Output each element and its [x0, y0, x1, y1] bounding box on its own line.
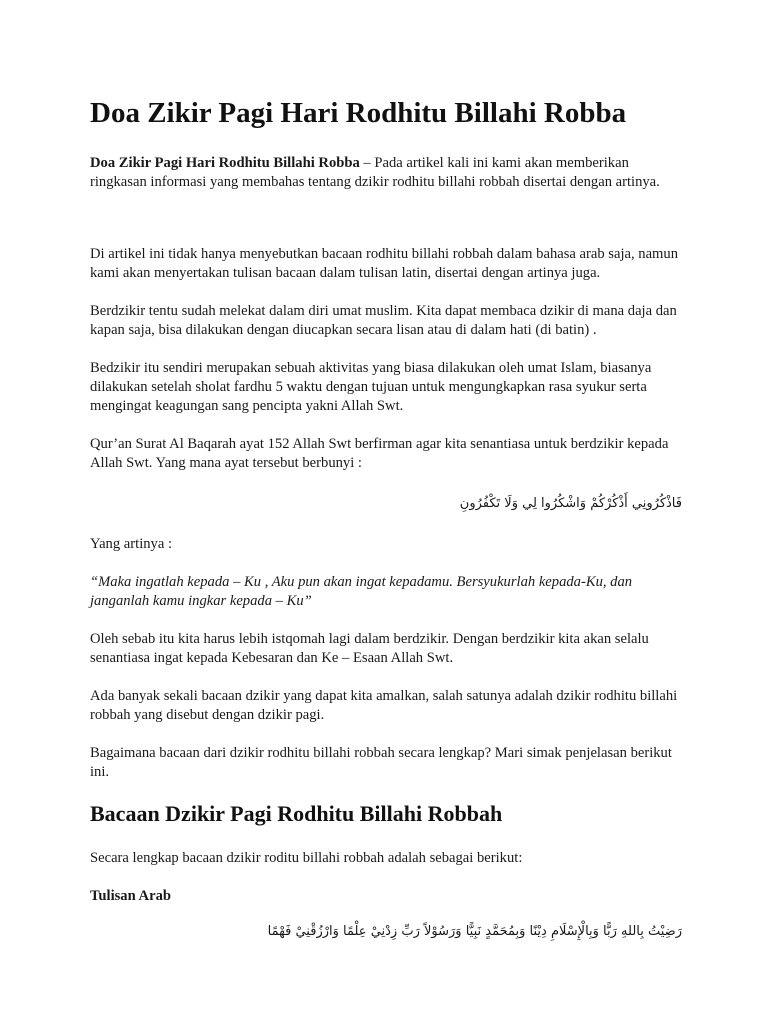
intro-bold-lead: Doa Zikir Pagi Hari Rodhitu Billahi Robba: [90, 155, 360, 171]
intro-paragraph: [90, 154, 682, 192]
arabic-label: Tulisan Arab: [90, 888, 171, 904]
paragraph-7: Ada banyak sekali bacaan dzikir yang dapat kita amalkan, salah satunya adalah dzikir rodhitu billahi robbah yang disebut dengan dzikir pagi.: [90, 688, 678, 723]
intro-text: – Pada artikel kali ini kami akan memberikan ringkasan informasi yang membahas tentang dzikir rodhitu billahi robbah disertai dengan artinya.: [90, 155, 660, 190]
paragraph-8: Bagaimana bacaan dari dzikir rodhitu billahi robbah secara lengkap? Mari simak penjelasan berikut ini.: [90, 745, 672, 780]
page-title: Doa Zikir Pagi Hari Rodhitu Billahi Robba: [90, 97, 627, 129]
paragraph-4: Qur’an Surat Al Baqarah ayat 152 Allah Swt berfirman agar kita senantiasa untuk berdzikir kepada Allah Swt. Yang mana ayat tersebut berbunyi :: [90, 436, 669, 471]
section-heading: Bacaan Dzikir Pagi Rodhitu Billahi Robbah: [90, 801, 503, 826]
paragraph-5: Yang artinya :: [90, 536, 173, 552]
paragraph-6: Oleh sebab itu kita harus lebih istqomah lagi dalam berdzikir. Dengan berdzikir kita akan selalu senantiasa ingat kepada Kebesaran dan Ke – Esaan Allah Swt.: [90, 631, 649, 666]
section-intro: Secara lengkap bacaan dzikir roditu billahi robbah adalah sebagai berikut:: [90, 850, 523, 866]
article-body: [90, 96, 682, 963]
paragraph-2: Berdzikir tentu sudah melekat dalam diri umat muslim. Kita dapat membaca dzikir di mana daja dan kapan saja, bisa dilakukan dengan diucapkan secara lisan atau di dalam hati (di batin) .: [90, 303, 677, 338]
arabic-verse: فَاذْكُرُونِي أَذْكُرْكُمْ وَاشْكُرُوا لِي وَلَا تَكْفُرُونِ: [459, 496, 682, 511]
paragraph-1: Di artikel ini tidak hanya menyebutkan bacaan rodhitu billahi robbah dalam bahasa arab saja, namun kami akan menyertakan tulisan bacaan dalam tulisan latin, disertai dengan artinya juga.: [90, 246, 679, 281]
paragraph-3: Bedzikir itu sendiri merupakan sebuah aktivitas yang biasa dilakukan oleh umat Islam, biasanya dilakukan setelah sholat fardhu 5 waktu dengan tujuan untuk mengungkapkan rasa syukur serta mengingat keagungan sang pencipta yakni Allah Swt.: [90, 360, 652, 414]
arabic-dzikir-text: رَضِيْتُ بِاللهِ رَبًّا وَبِالْإِسْلَامِ دِيْنًا وَبِمُحَمَّدٍ نَبِيًّا وَرَسُوْلاً رَبِّ زِدْنِيْ عِلْمًا وَارْزُقْنِيْ فَهْمًا: [267, 924, 682, 939]
translation-quote: “Maka ingatlah kepada – Ku , Aku pun akan ingat kepadamu. Bersyukurlah kepada-Ku, dan janganlah kamu ingkar kepada – Ku”: [90, 574, 633, 609]
